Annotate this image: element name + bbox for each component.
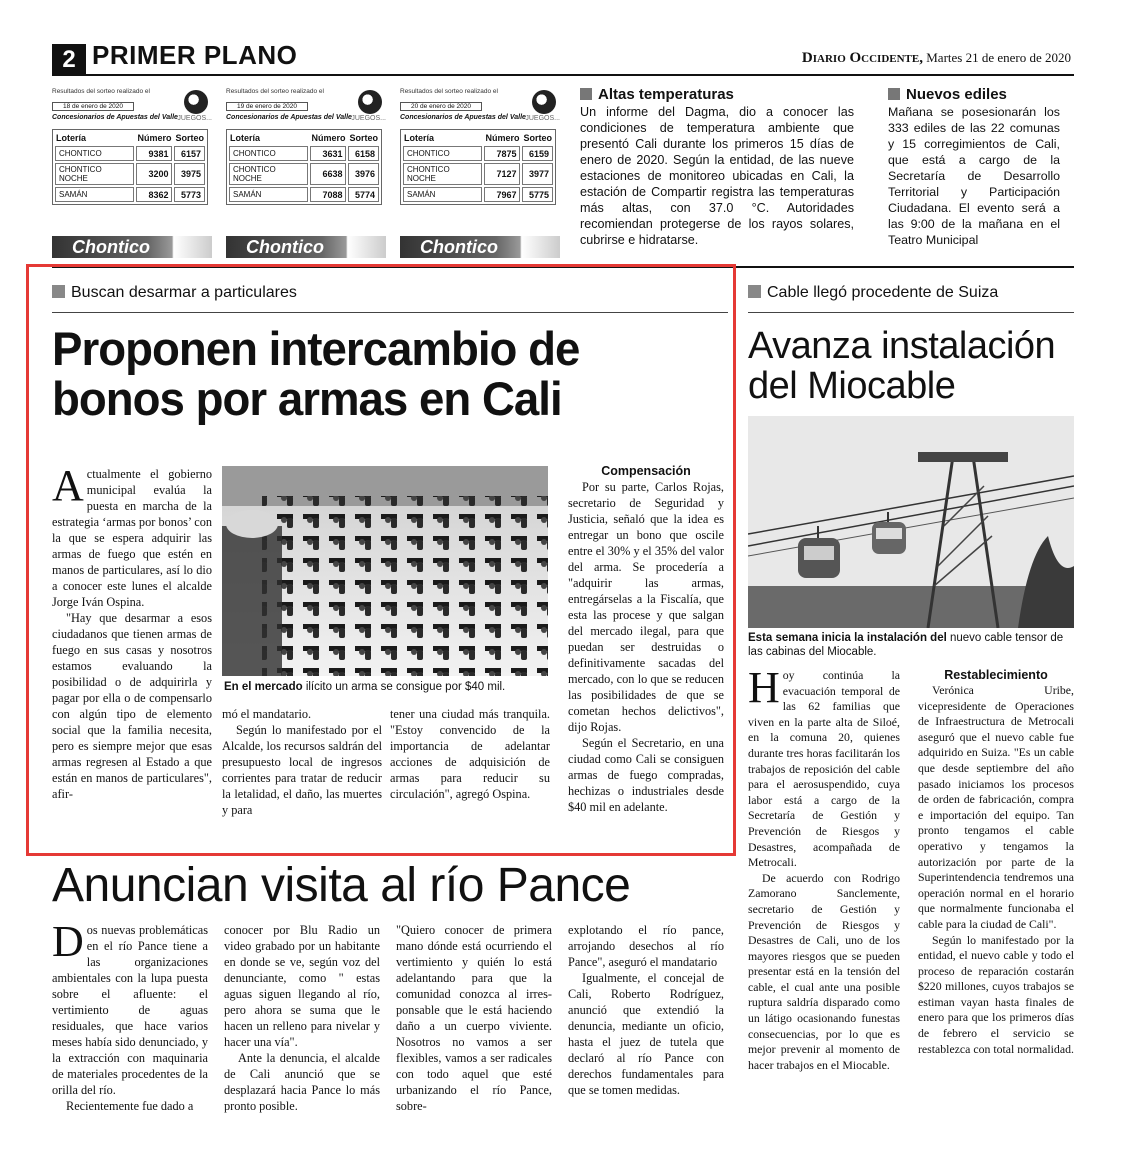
guns-photo-image <box>222 466 548 676</box>
lottery-cell: 5775 <box>522 187 553 202</box>
lottery-logo-icon <box>184 90 208 114</box>
lottery-row <box>403 187 553 202</box>
lottery-header: Lotería <box>56 133 87 143</box>
lottery-cell: 3975 <box>174 163 205 185</box>
lottery-logo-text: JUEGOS... <box>525 115 560 122</box>
lottery-cell: CHONTICO NOCHE <box>55 163 134 185</box>
lottery-box <box>52 88 212 258</box>
miocable-col-2: Restablecimiento Verónica Uribe, vicepresidente de Operaciones de Infraestructura de Metrocali aseguró que el nuevo cable fue adquirido en Suiza. "Es un cable que desde septiembre del año pasado iniciamos los procesos de orden de fabricación, compra e importación del equipo. Tan pronto tengamos el cable operativo y tengamos la autorización por parte de la Superintendencia tendremos una operación normal en el horario que normalmente funcionaba el cable para la ciudad de Cali". Según lo manifestado por la entidad, el nuevo cable y todo el proceso de reparación costarán $220 millones, cuyos trabajos se estiman vayan hasta finales de enero para que los primeros días de febrero el servicio se restablezca con total normalidad. <box>918 668 1074 1056</box>
subhead-restablecimiento: Restablecimiento <box>944 668 1048 682</box>
lottery-cell: CHONTICO <box>229 146 308 161</box>
lottery-logo-text: JUEGOS... <box>351 115 386 122</box>
subhead-compensacion: Compensación <box>601 464 691 478</box>
lottery-header: Sorteo <box>349 133 378 143</box>
lottery-banner <box>52 236 212 258</box>
lottery-header: Número <box>485 133 520 143</box>
lottery-cell: 7088 <box>310 187 346 202</box>
lottery-cell: 8362 <box>136 187 172 202</box>
lottery-row <box>55 163 205 185</box>
lottery-row <box>55 146 205 161</box>
lottery-cell: 6157 <box>174 146 205 161</box>
brief-title: Nuevos ediles <box>888 86 1060 103</box>
lottery-row <box>229 163 379 185</box>
miocable-col-1: Hoy continúa la evacuación temporal de las 62 familias que viven en la parte alta de Siloé, en la comuna 20, quienes durante tres horas facilitarán los trabajos de reposición del cable para el aerosuspendido, cuya labor está a cargo de la Secretaría de Gestión y Prevención de Riesgos y Desastres, acompañada de Metrocali. De acuerdo con Rodrigo Zamorano Sanclemente, secretario de Gestión y Prevención de Riesgos y Desastres de Cali, uno de los mayores riesgos que se pueden presentar está en la tensión del cable, el cual ante una posible ruptura saldría disparado como un látigo ocasionando funestas consecuencias, por lo que es mejor prevenir al momento de hacer trabajos en el Miocable. <box>748 663 900 1072</box>
lottery-date: 20 de enero de 2020 <box>400 102 482 111</box>
lottery-table <box>400 129 556 205</box>
lottery-banner <box>226 236 386 258</box>
brief-title: Altas temperaturas <box>580 86 854 103</box>
pance-headline: Anuncian visita al río Pance <box>52 859 631 912</box>
lottery-header: Lotería <box>230 133 261 143</box>
lottery-date: 19 de enero de 2020 <box>226 102 308 111</box>
main-col-1: Actualmente el gobierno municipal evalúa la puesta en marcha de la estrategia ‘armas por bonos’ con la que se espera adquirir las armas de fuego que estén en manos de particulares, así lo dio a conocer este lunes el alcalde Jorge Iván Ospina. "Hay que desarmar a esos ciudadanos que tienen armas de fuego en sus casas y nosotros estamos evaluando la posibilidad o de adquirirla y pagar por ella o de compensarlo con algún tipo de elemento social que la familia necesita, pero es siempre mejor que esas armas regresen al Estado a que están en manos de particulares", afir- <box>52 461 212 801</box>
drop-cap: A <box>52 461 84 510</box>
page-number: 2 <box>52 44 86 76</box>
main-col-3: tener una ciudad más tranquila. "Estoy convencido de la importancia de adelantar acciones de adquisición de armas para reducir su circulación", agregó Ospina. <box>390 707 550 801</box>
miocable-caption: Esta semana inicia la instalación del nuevo cable tensor de las cabinas del Miocable. <box>748 632 1064 658</box>
lottery-cell: 3976 <box>348 163 379 185</box>
lottery-row <box>229 146 379 161</box>
lottery-brand: Chontico <box>420 237 498 257</box>
lottery-cell: 6159 <box>522 146 553 161</box>
pance-col-3: "Quiero conocer de primera mano dónde está ocurriendo el vertimiento y quién lo está adelantando para que la comunidad conozca al irres-ponsable que le está haciendo daño a un cuerpo viviente. Nosotros no vamos a ser flexibles, vamos a ser radicales con todo aquel que esté urbanizando el río Pance, sobre- <box>396 923 552 1113</box>
brief-text: Un informe del Dagma, dio a conocer las condiciones de temperatura ambiente que presentó Cali durante los primeros 15 días de enero de 2020. Según la entidad, de las nueve estaciones de monitoreo ubicadas en Cali, la estación de Compartir registra las temperaturas más altas, con 37.0 °C. Autoridades recomiendan protegerse de los rayos solares, cubrirse e hidratarse. <box>580 105 854 247</box>
lottery-table <box>226 129 382 205</box>
lottery-row <box>403 146 553 161</box>
pance-col-2: conocer por Blu Radio un video grabado por un habitante en donde se ve, según voz del denunciante, como " estas aguas siguen llegando al río, pero ahora se suma que le hacen un relleno para nivelar y hacer una vía". Ante la denuncia, el alcalde de Cali anunció que se desplazará hacia Pance lo más pronto posible. <box>224 923 380 1113</box>
section-title: PRIMER PLANO <box>92 40 298 70</box>
lottery-logo-text: JUEGOS... <box>177 115 212 122</box>
lottery-cell: 7127 <box>484 163 520 185</box>
lottery-box <box>226 88 386 258</box>
lottery-table <box>52 129 208 205</box>
lottery-cell: 9381 <box>136 146 172 161</box>
lottery-row <box>403 163 553 185</box>
kicker-rule <box>52 312 728 313</box>
brief-temperatures <box>580 86 854 248</box>
lottery-cell: 7967 <box>484 187 520 202</box>
kicker-rule <box>748 312 1074 313</box>
paper-name: Diario Occidente, <box>801 50 923 66</box>
lottery-header: Lotería <box>404 133 435 143</box>
lottery-result-label: Resultados del sorteo realizado el <box>226 88 324 95</box>
photo-caption: En el mercado ilícito un arma se consigue por $40 mil. <box>224 681 506 693</box>
drop-cap: H <box>748 663 780 712</box>
lottery-logo-icon <box>532 90 556 114</box>
lottery-cell: 3631 <box>310 146 346 161</box>
lottery-cell: 5773 <box>174 187 205 202</box>
lottery-row <box>229 187 379 202</box>
lottery-dealer: Concesionarios de Apuestas del Valle <box>52 114 178 121</box>
lottery-header: Número <box>311 133 346 143</box>
lottery-cell: 7875 <box>484 146 520 161</box>
pance-col-4: explotando el río pance, arrojando desechos al río Pance", aseguró el mandatario Igualmente, el concejal de Cali, Roberto Rodríguez, anunció que extendió la denuncia, mediante un oficio, hasta el juez de tutela que declaró al río Pance con derechos fundamentales para que se tomen medidas. <box>568 923 724 1097</box>
lottery-dealer: Concesionarios de Apuestas del Valle <box>400 114 526 121</box>
lottery-result-label: Resultados del sorteo realizado el <box>400 88 498 95</box>
issue-date: Martes 21 de enero de 2020 <box>926 50 1071 65</box>
miocable-kicker: Cable llegó procedente de Suiza <box>748 284 998 302</box>
main-col-2: mó el mandatario. Según lo manifestado por el Alcalde, los recursos saldrán del presupuesto local de ingresos corrientes para tratar de reducir la letalidad, el daño, las muertes y para <box>222 707 382 817</box>
header-rule <box>52 74 1074 76</box>
main-kicker: Buscan desarmar a particulares <box>52 284 297 302</box>
lottery-banner <box>400 236 560 258</box>
lottery-cell: 5774 <box>348 187 379 202</box>
lottery-row <box>55 187 205 202</box>
pance-col-1: Dos nuevas problemáticas en el río Pance tiene a las organizaciones ambientales con la lupa puesta sobre el afluente: el vertimiento de aguas residuales, que hace varios meses había sido denunciado, y la extracción con maquinaria de materiales procedentes de la orilla del río. Recientemente fue dado a <box>52 917 208 1113</box>
lottery-cell: 3200 <box>136 163 172 185</box>
miocable-headline: Avanza instalación del Miocable <box>748 325 1056 407</box>
lottery-header: Sorteo <box>175 133 204 143</box>
main-headline: Proponen intercambio de bonos por armas en Cali <box>52 322 580 425</box>
lottery-cell: CHONTICO <box>403 146 482 161</box>
lottery-dealer: Concesionarios de Apuestas del Valle <box>226 114 352 121</box>
lottery-brand: Chontico <box>246 237 324 257</box>
lottery-box <box>400 88 560 258</box>
brief-ediles <box>888 86 1060 248</box>
lottery-cell: SAMÁN <box>229 187 308 202</box>
lottery-cell: CHONTICO <box>55 146 134 161</box>
miocable-photo-image <box>748 416 1074 628</box>
drop-cap: D <box>52 917 84 966</box>
lottery-date: 18 de enero de 2020 <box>52 102 134 111</box>
lottery-cell: 3977 <box>522 163 553 185</box>
lottery-cell: SAMÁN <box>403 187 482 202</box>
lottery-cell: CHONTICO NOCHE <box>403 163 482 185</box>
lottery-header: Número <box>137 133 172 143</box>
masthead <box>802 50 1071 67</box>
brief-text: Mañana se posesionarán los 333 ediles de las 22 comunas y 15 corregimientos de Cali, que está a cargo de la Secretaría de Desarrollo Territorial y Participación Ciudadana. El evento será a las 9:00 de la mañana en el Teatro Municipal <box>888 105 1060 247</box>
main-col-4: Compensación Por su parte, Carlos Rojas, secretario de Seguridad y Justicia, señaló que la idea es entregar un bono que oscile entre el 30% y el 35% del valor del arma. Se procedería a "adquirir las armas, entregárselas a la Fiscalía, que esta las procese y que salgan del mercado ilegal, para que puedan ser destruidas o definitivamente sacadas del mercado, con lo que se reducen las posibilidades de que se cometan hechos delictivos", dijo Rojas. Según el Secretario, en una ciudad como Cali se consiguen armas de fuego compradas, hechizas o industriales desde $40 mil en adelante. <box>568 464 724 814</box>
lottery-cell: CHONTICO NOCHE <box>229 163 308 185</box>
lottery-cell: 6638 <box>310 163 346 185</box>
lottery-logo-icon <box>358 90 382 114</box>
lottery-brand: Chontico <box>72 237 150 257</box>
guns-photo <box>222 466 548 676</box>
miocable-photo <box>748 416 1074 628</box>
lottery-header: Sorteo <box>523 133 552 143</box>
lottery-cell: 6158 <box>348 146 379 161</box>
lottery-result-label: Resultados del sorteo realizado el <box>52 88 150 95</box>
lottery-cell: SAMÁN <box>55 187 134 202</box>
